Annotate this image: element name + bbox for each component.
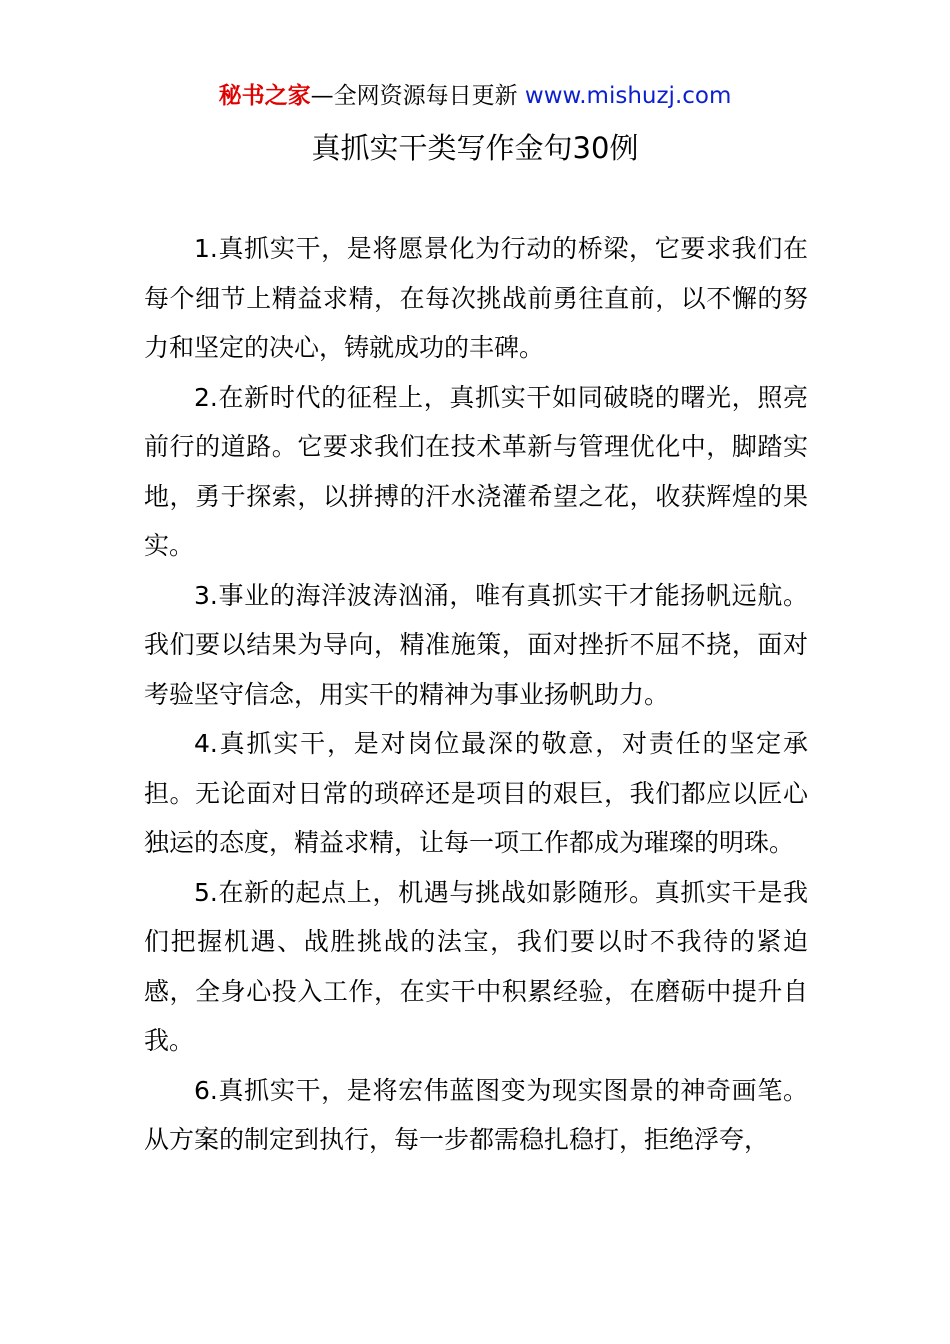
header-tagline: —全网资源每日更新 — [310, 83, 518, 109]
paragraph-6: 6.真抓实干，是将宏伟蓝图变为现实图景的神奇画笔。从方案的制定到执行，每一步都需稳扎稳打，拒绝浮夸， — [144, 1075, 808, 1154]
brand-name: 秘书之家 — [218, 83, 311, 109]
document-body — [144, 224, 808, 1165]
paragraph-2: 2.在新时代的征程上，真抓实干如同破晓的曙光，照亮前行的道路。它要求我们在技术革新与管理优化中，脚踏实地，勇于探索，以拼搏的汗水浇灌希望之花，收获辉煌的果实。 — [144, 382, 808, 560]
document-title: 真抓实干类写作金句30例 — [311, 131, 639, 165]
paragraph-3: 3.事业的海洋波涛汹涌，唯有真抓实干才能扬帆远航。我们要以结果为导向，精准施策，面对挫折不屈不挠，面对考验坚守信念，用实干的精神为事业扬帆助力。 — [144, 580, 808, 709]
site-url-link[interactable]: www.mishuzj.com — [524, 83, 732, 109]
paragraph-5: 5.在新的起点上，机遇与挑战如影随形。真抓实干是我们把握机遇、战胜挑战的法宝，我们要以时不我待的紧迫感，全身心投入工作，在实干中积累经验，在磨砺中提升自我。 — [144, 877, 808, 1055]
paragraph-4: 4.真抓实干，是对岗位最深的敬意，对责任的坚定承担。无论面对日常的琐碎还是项目的艰巨，我们都应以匠心独运的态度，精益求精，让每一项工作都成为璀璨的明珠。 — [144, 729, 808, 857]
paragraph-1: 1.真抓实干，是将愿景化为行动的桥梁，它要求我们在每个细节上精益求精，在每次挑战前勇往直前，以不懈的努力和坚定的决心，铸就成功的丰碑。 — [144, 234, 808, 362]
site-header — [0, 80, 950, 112]
